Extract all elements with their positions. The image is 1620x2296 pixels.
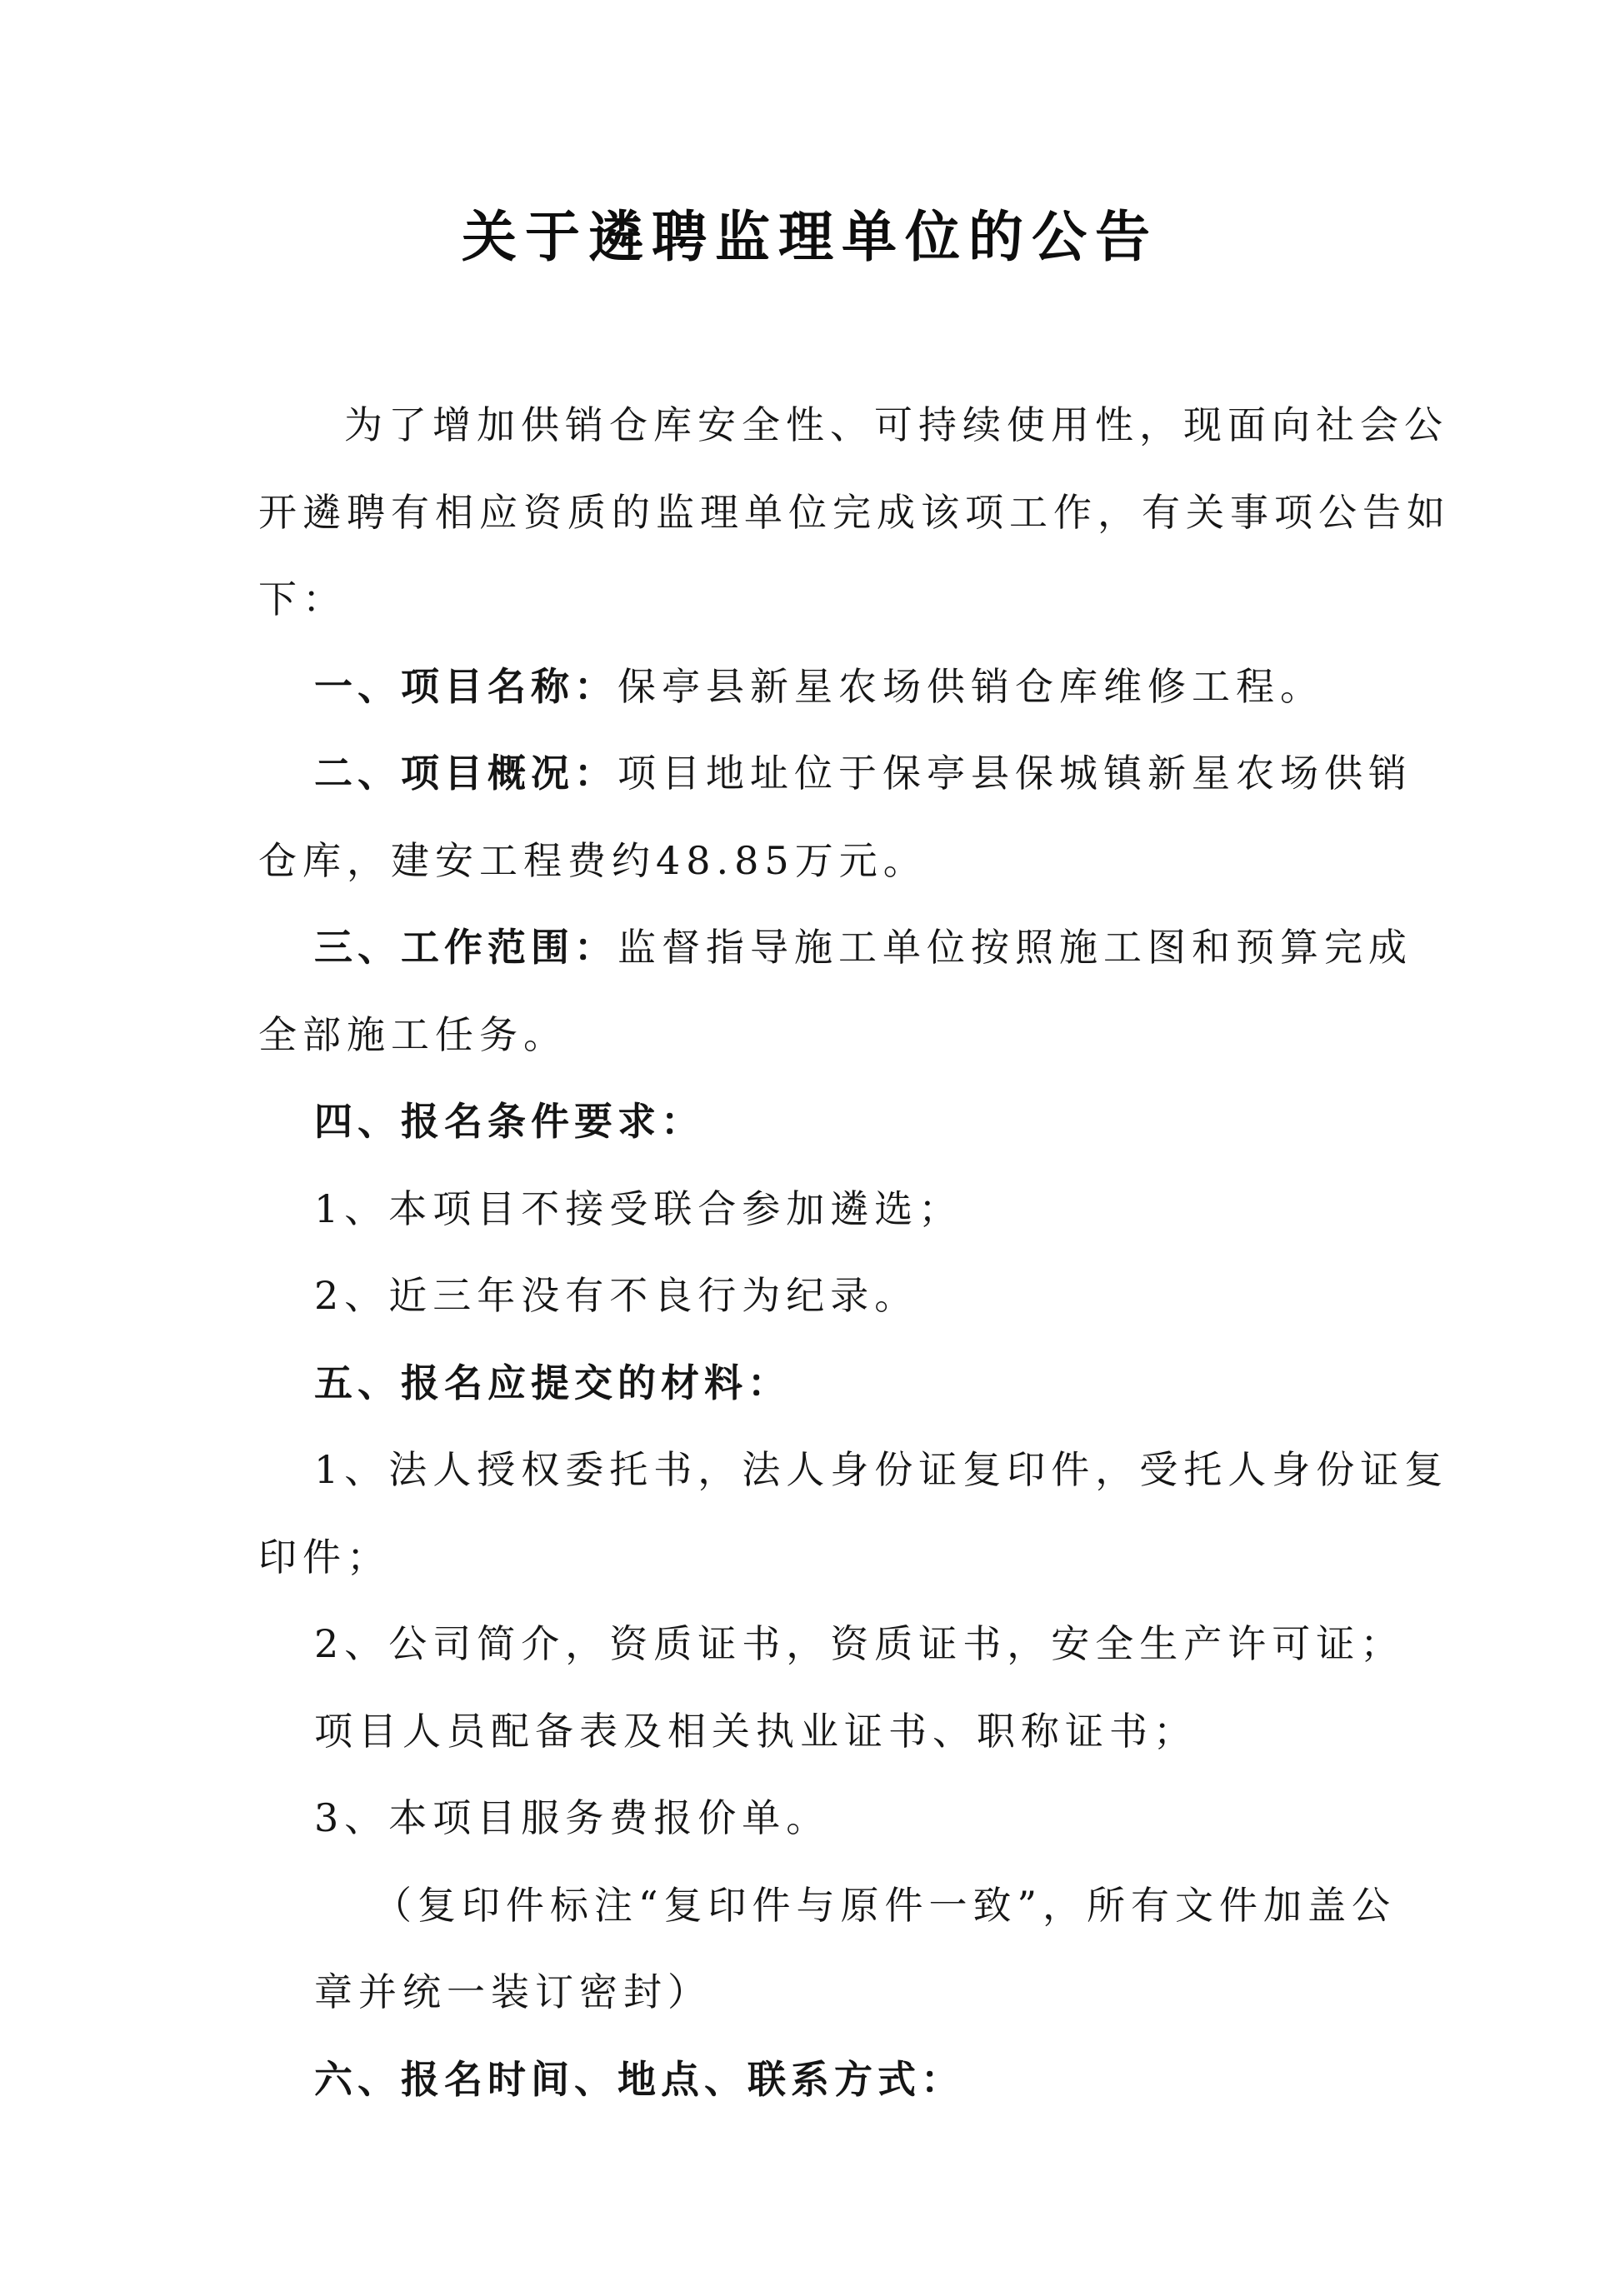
section-project-overview xyxy=(314,750,1412,796)
material-item-2: 2、公司简介，资质证书，资质证书，安全生产许可证； xyxy=(314,1621,1405,1666)
section-work-scope-cont: 全部施工任务。 xyxy=(258,1012,568,1057)
section-label: 三、工作范围： xyxy=(314,925,618,970)
page-title: 关于遴聘监理单位的公告 xyxy=(462,205,1158,269)
section-work-scope xyxy=(314,924,1412,971)
section-project-name xyxy=(314,663,1324,710)
requirement-item-1: 1、本项目不接受联合参加遴选； xyxy=(314,1186,963,1231)
requirement-item-2: 2、近三年没有不良行为纪录。 xyxy=(314,1273,919,1318)
section-requirements-heading: 四、报名条件要求： xyxy=(314,1099,704,1144)
material-item-2-cont: 项目人员配备表及相关执业证书、职称证书； xyxy=(314,1709,1198,1754)
material-item-1-cont: 印件； xyxy=(258,1535,391,1580)
section-text: 监督指导施工单位按照施工图和预算完成 xyxy=(618,925,1412,970)
intro-line-3: 下： xyxy=(258,576,347,621)
section-text: 保亭县新星农场供销仓库维修工程。 xyxy=(618,664,1324,709)
section-label: 二、项目概况： xyxy=(314,751,618,796)
material-item-3: 3、本项目服务费报价单。 xyxy=(314,1795,831,1840)
section-materials-heading: 五、报名应提交的材料： xyxy=(314,1360,791,1405)
intro-line-1: 为了增加供销仓库安全性、可持续使用性，现面向社会公 xyxy=(344,402,1448,447)
intro-line-2: 开遴聘有相应资质的监理单位完成该项工作，有关事项公告如 xyxy=(258,490,1451,535)
section-text: 项目地址位于保亭县保城镇新星农场供销 xyxy=(618,751,1412,796)
section-label: 一、项目名称： xyxy=(314,664,618,709)
materials-note: （复印件标注“复印件与原件一致”，所有文件加盖公 xyxy=(373,1883,1397,1928)
material-item-1: 1、法人授权委托书，法人身份证复印件，受托人身份证复 xyxy=(314,1447,1449,1492)
section-project-overview-cont: 仓库，建安工程费约48.85万元。 xyxy=(258,838,928,883)
materials-note-cont: 章并统一装订密封） xyxy=(314,1969,712,2014)
section-registration-heading: 六、报名时间、地点、联系方式： xyxy=(314,2057,964,2102)
